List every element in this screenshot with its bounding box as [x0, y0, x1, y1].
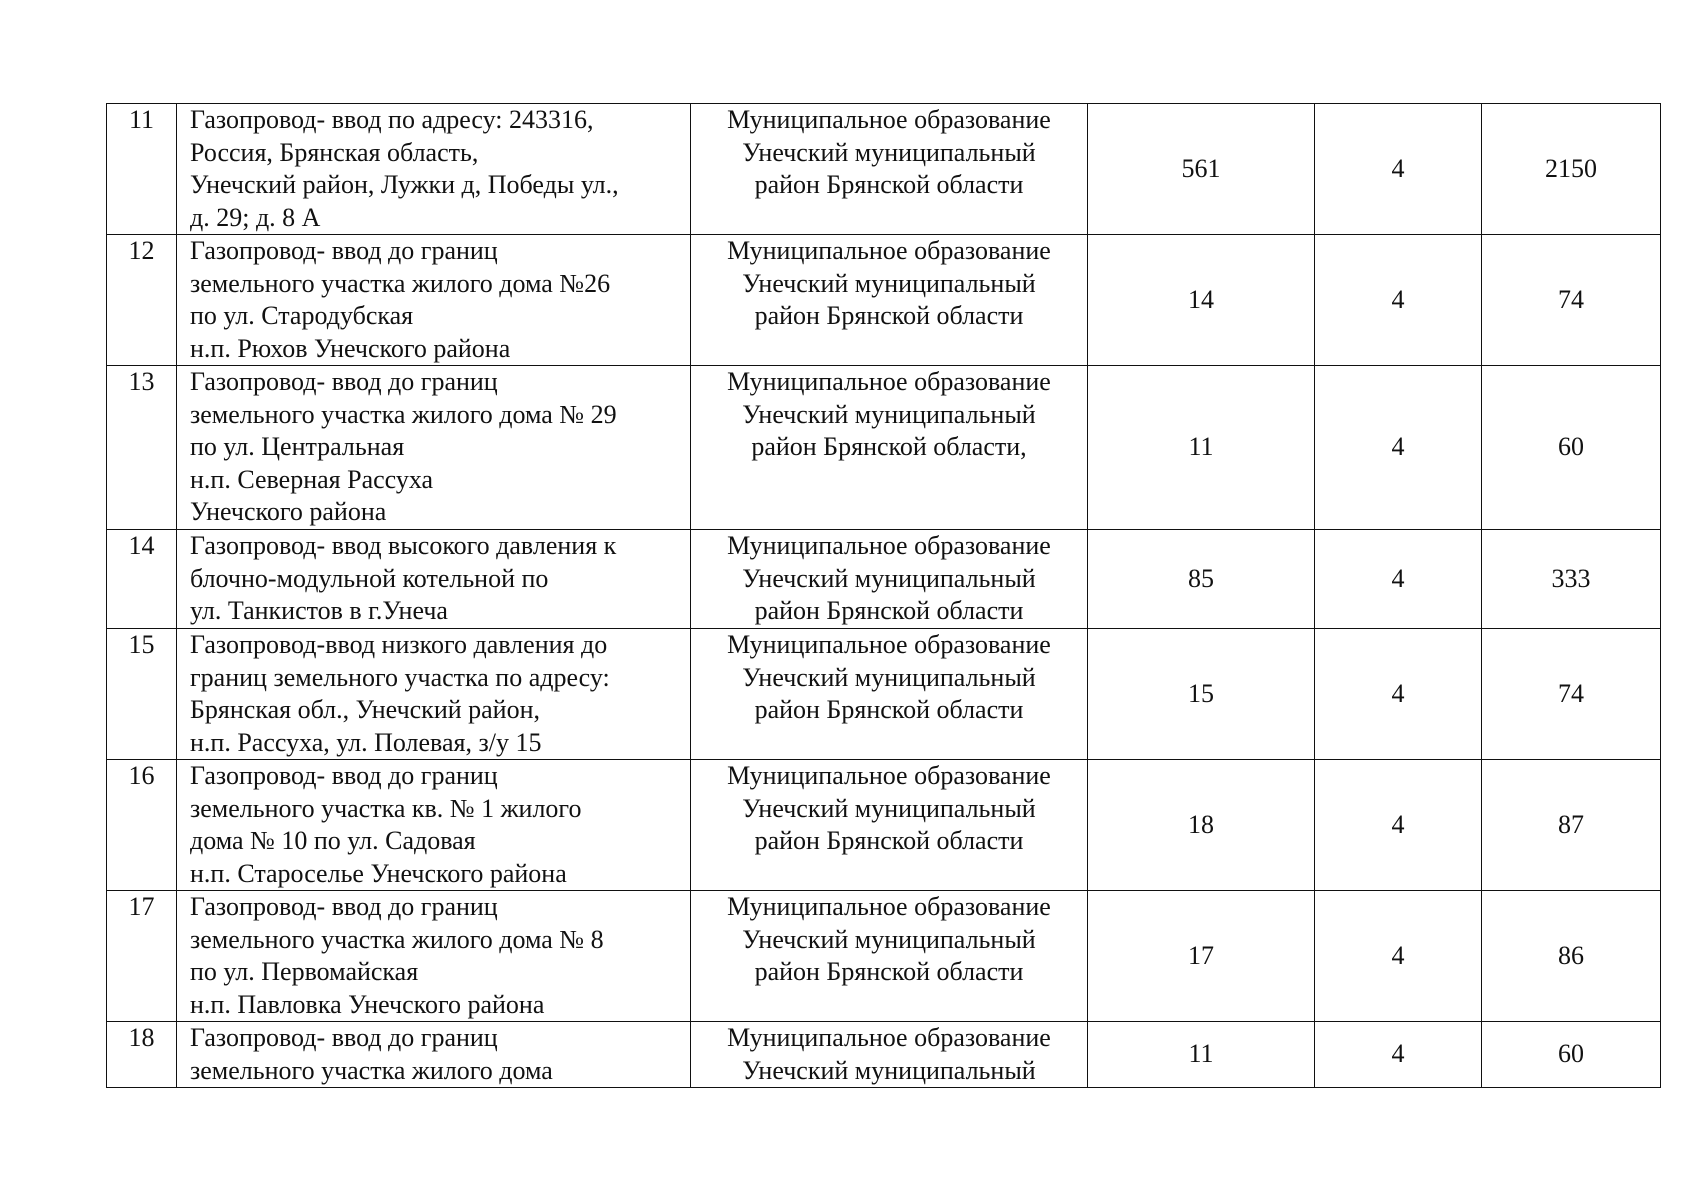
object-name-cell	[177, 235, 691, 366]
row-number-cell	[107, 530, 177, 629]
column-6-value: 86	[1558, 940, 1584, 970]
length-value: 11	[1188, 1039, 1214, 1069]
object-name-line: земельного участка жилого дома № 8	[190, 924, 604, 954]
table-body	[107, 104, 1661, 1088]
column-5-value: 4	[1391, 432, 1405, 462]
owner-line: Унечский муниципальный	[742, 662, 1036, 692]
object-name-line: Россия, Брянская область,	[190, 137, 479, 167]
object-name-line: земельного участка жилого дома	[190, 1055, 553, 1085]
object-name-line: по ул. Первомайская	[190, 957, 419, 986]
length-value: 11	[1188, 432, 1214, 462]
object-name-line: н.п. Рассуха, ул. Полевая, з/у 15	[190, 727, 542, 757]
object-name-line: ул. Танкистов в г.Унеча	[190, 596, 448, 625]
column-6-value: 74	[1558, 678, 1584, 708]
column-5-cell	[1315, 891, 1482, 1022]
owner-cell	[691, 891, 1088, 1022]
column-5-cell	[1315, 760, 1482, 891]
object-name-line: Газопровод- ввод до границ	[190, 236, 498, 265]
object-name-line: по ул. Центральная	[190, 432, 405, 461]
column-6-cell	[1482, 235, 1661, 366]
column-6-value: 333	[1551, 563, 1591, 593]
owner-line: район Брянской области	[754, 826, 1024, 855]
object-name-cell	[177, 366, 691, 530]
object-name-line: по ул. Стародубская	[190, 301, 414, 330]
length-cell	[1088, 629, 1315, 760]
owner-line: Муниципальное образование	[727, 367, 1051, 396]
column-6-cell	[1482, 629, 1661, 760]
owner-line: Унечский муниципальный	[742, 268, 1036, 298]
column-6-cell	[1482, 1022, 1661, 1088]
length-value: 14	[1188, 284, 1214, 314]
owner-cell	[691, 760, 1088, 891]
object-name-cell	[177, 530, 691, 629]
owner-line: Муниципальное образование	[727, 892, 1051, 921]
table-row	[107, 1022, 1661, 1088]
owner-line: Унечский муниципальный	[742, 793, 1036, 823]
column-5-cell	[1315, 235, 1482, 366]
object-name-cell	[177, 891, 691, 1022]
object-name-line: земельного участка кв. № 1 жилого	[190, 793, 582, 823]
column-5-cell	[1315, 104, 1482, 235]
length-cell	[1088, 235, 1315, 366]
owner-line: район Брянской области	[754, 170, 1024, 199]
column-6-value: 2150	[1545, 153, 1597, 183]
table-row	[107, 366, 1661, 530]
table-row	[107, 760, 1661, 891]
object-name-line: н.п. Рюхов Унечского района	[190, 333, 511, 363]
owner-cell	[691, 104, 1088, 235]
column-5-value: 4	[1391, 563, 1405, 593]
object-name-line: земельного участка жилого дома №26	[190, 268, 611, 298]
row-number-cell	[107, 629, 177, 760]
column-6-cell	[1482, 530, 1661, 629]
owner-line: Муниципальное образование	[727, 761, 1051, 790]
object-name-line: н.п. Павловка Унечского района	[190, 989, 545, 1019]
owner-cell	[691, 1022, 1088, 1088]
object-name-cell	[177, 104, 691, 235]
object-name-line: Газопровод- ввод по адресу: 243316,	[190, 105, 594, 134]
row-number: 12	[128, 236, 155, 265]
object-name-line: Брянская обл., Унечский район,	[190, 695, 541, 724]
row-number: 17	[128, 892, 155, 921]
row-number: 16	[128, 761, 155, 790]
row-number-cell	[107, 891, 177, 1022]
owner-cell	[691, 235, 1088, 366]
column-5-value: 4	[1391, 284, 1405, 314]
owner-cell	[691, 366, 1088, 530]
column-5-value: 4	[1391, 809, 1405, 839]
owner-cell	[691, 530, 1088, 629]
owner-line: Муниципальное образование	[727, 630, 1051, 659]
owner-line: район Брянской области	[754, 957, 1024, 986]
column-5-cell	[1315, 629, 1482, 760]
object-name-line: Газопровод- ввод до границ	[190, 892, 498, 921]
object-name-line: Газопровод- ввод до границ	[190, 761, 498, 790]
object-name-line: блочно-модульной котельной по	[190, 563, 549, 593]
row-number-cell	[107, 760, 177, 891]
table-row	[107, 629, 1661, 760]
row-number-cell	[107, 366, 177, 530]
table-row	[107, 530, 1661, 629]
row-number: 13	[128, 367, 155, 396]
length-value: 15	[1188, 678, 1214, 708]
object-name-line: границ земельного участка по адресу:	[190, 662, 610, 692]
owner-line: район Брянской области,	[751, 432, 1027, 461]
owner-line: район Брянской области	[754, 695, 1024, 724]
object-name-line: дома № 10 по ул. Садовая	[190, 826, 476, 855]
object-name-cell	[177, 1022, 691, 1088]
column-6-cell	[1482, 104, 1661, 235]
length-cell	[1088, 104, 1315, 235]
object-name-line: Газопровод-ввод низкого давления до	[190, 630, 608, 659]
table-row	[107, 104, 1661, 235]
owner-line: Муниципальное образование	[727, 105, 1051, 134]
length-cell	[1088, 760, 1315, 891]
column-5-value: 4	[1391, 940, 1405, 970]
object-name-line: Газопровод- ввод до границ	[190, 1023, 498, 1052]
column-5-value: 4	[1391, 1039, 1405, 1069]
owner-line: Муниципальное образование	[727, 236, 1051, 265]
owner-line: Унечский муниципальный	[742, 137, 1036, 167]
column-6-value: 60	[1558, 1039, 1584, 1069]
table-row	[107, 235, 1661, 366]
length-cell	[1088, 1022, 1315, 1088]
column-6-value: 74	[1558, 284, 1584, 314]
column-5-cell	[1315, 530, 1482, 629]
object-name-line: н.п. Староселье Унечского района	[190, 858, 567, 888]
table-row	[107, 891, 1661, 1022]
owner-line: Муниципальное образование	[727, 531, 1051, 560]
object-name-line: Газопровод- ввод высокого давления к	[190, 531, 617, 560]
object-name-cell	[177, 629, 691, 760]
owner-line: Унечский муниципальный	[742, 1055, 1036, 1085]
owner-line: район Брянской области	[754, 301, 1024, 330]
row-number: 15	[128, 630, 155, 659]
row-number-cell	[107, 1022, 177, 1088]
row-number-cell	[107, 104, 177, 235]
owner-line: Унечский муниципальный	[742, 924, 1036, 954]
length-value: 561	[1181, 153, 1221, 183]
owner-line: Унечский муниципальный	[742, 563, 1036, 593]
column-5-cell	[1315, 1022, 1482, 1088]
object-name-line: земельного участка жилого дома № 29	[190, 399, 617, 429]
object-name-line: Унечского района	[190, 497, 387, 526]
length-cell	[1088, 891, 1315, 1022]
column-6-cell	[1482, 760, 1661, 891]
length-value: 85	[1188, 563, 1214, 593]
length-cell	[1088, 366, 1315, 530]
column-6-value: 60	[1558, 432, 1584, 462]
length-cell	[1088, 530, 1315, 629]
object-name-line: д. 29; д. 8 А	[190, 202, 321, 232]
length-value: 17	[1188, 940, 1214, 970]
row-number: 14	[128, 531, 155, 560]
object-name-line: Газопровод- ввод до границ	[190, 367, 498, 396]
column-6-value: 87	[1558, 809, 1584, 839]
property-table	[106, 103, 1661, 1088]
column-6-cell	[1482, 366, 1661, 530]
object-name-cell	[177, 760, 691, 891]
row-number: 18	[128, 1023, 155, 1052]
object-name-line: Унечский район, Лужки д, Победы ул.,	[190, 170, 619, 199]
column-5-value: 4	[1391, 678, 1405, 708]
owner-line: Муниципальное образование	[727, 1023, 1051, 1052]
column-6-cell	[1482, 891, 1661, 1022]
object-name-line: н.п. Северная Рассуха	[190, 464, 434, 494]
column-5-value: 4	[1391, 153, 1405, 183]
length-value: 18	[1188, 809, 1214, 839]
column-5-cell	[1315, 366, 1482, 530]
row-number: 11	[128, 105, 155, 134]
owner-line: Унечский муниципальный	[742, 399, 1036, 429]
owner-cell	[691, 629, 1088, 760]
row-number-cell	[107, 235, 177, 366]
owner-line: район Брянской области	[754, 596, 1024, 625]
